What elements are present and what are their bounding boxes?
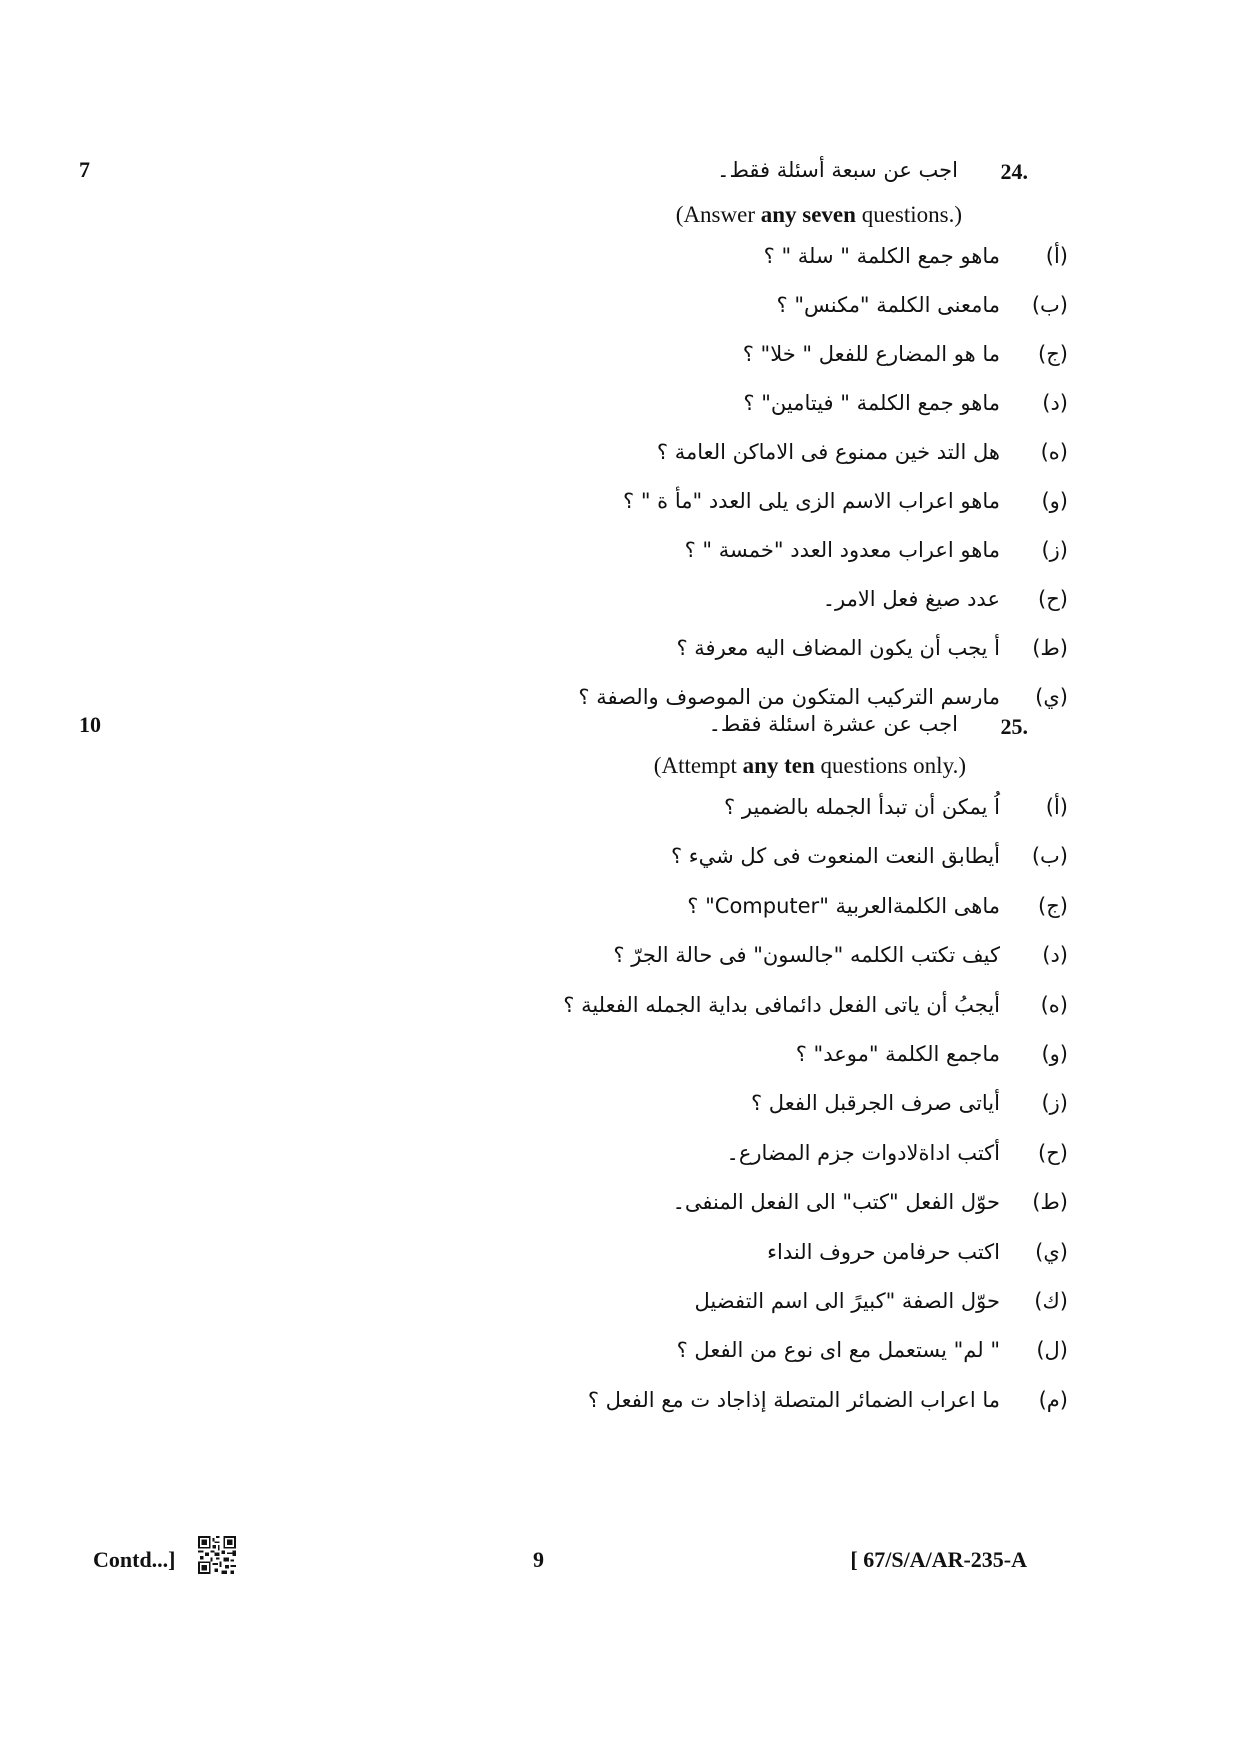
q24-item-text: أ يجب أن يكون المضاف اليه معرفة ؟ — [676, 636, 1000, 660]
q25-item-text: ما اعراب الضمائر المتصلة إذاجاد ت مع الفعل ؟ — [587, 1387, 1000, 1412]
q24-item-text: ماهو اعراب الاسم الزى يلى العدد "مأ ة " ؟ — [623, 489, 1000, 513]
q24-instruction-bold: any seven — [760, 202, 856, 227]
q25-item-text: حوّل الفعل "كتب" الى الفعل المنفى۔ — [672, 1190, 1000, 1215]
q25-instruction-bold: any ten — [742, 753, 815, 778]
q25-item-text: ماهى الكلمةالعربية "Computer" ؟ — [687, 893, 1000, 918]
q25-item-label: (ح) — [1038, 1140, 1068, 1165]
q25-instruction — [654, 753, 966, 779]
q25-item-text: حوّل الصفة "كبيرً الى اسم التفضيل — [694, 1289, 1000, 1313]
q24-item-text: مارسم التركيب المتكون من الموصوف والصفة ؟ — [578, 685, 1000, 709]
q24-item-label: (ه) — [1040, 440, 1068, 464]
q24-item-text: عدد صيغ فعل الامر۔ — [822, 587, 1000, 611]
q24-item-label: (و) — [1041, 489, 1068, 513]
q24-item-text: ما هو المضارع للفعل " خلا" ؟ — [742, 342, 1000, 366]
q25-item-text: كيف تكتب الكلمه "جالسون" فى حالة الجرّ ؟ — [613, 943, 1000, 968]
q24-item-label: (ز) — [1041, 538, 1068, 562]
q25-item-label: (م) — [1038, 1387, 1068, 1412]
q25-item-text: أيجبُ أن ياتى الفعل دائمافى بداية الجمله الفعلية ؟ — [563, 992, 1000, 1017]
q24-item-label: (ي) — [1035, 685, 1068, 709]
q24-item-text: ماهو اعراب معدود العدد "خمسة " ؟ — [684, 538, 1000, 562]
q24-item-label: (ج) — [1038, 342, 1068, 366]
q25-item-text: " لم" يستعمل مع اى نوع من الفعل ؟ — [676, 1338, 1000, 1363]
q25-instruction-pre: (Attempt — [653, 753, 743, 778]
q24-item-text: هل التد خين ممنوع فى الاماكن العامة ؟ — [656, 440, 1000, 464]
q25-item-label: (و) — [1041, 1042, 1068, 1066]
q25-item-text: أياتى صرف الجرقبل الفعل ؟ — [750, 1091, 1000, 1116]
q24-item-label: (ح) — [1038, 587, 1068, 611]
q25-item-label: (د) — [1042, 943, 1068, 968]
q25-marks: 10 — [79, 712, 101, 737]
q25-title: اجب عن عشرة اسئلة فقط۔ — [708, 712, 958, 736]
q24-instruction-pre: (Answer — [675, 202, 761, 227]
q25-item-text: أكتب اداةلادوات جزم المضارع۔ — [726, 1140, 1000, 1165]
q24-item-label: (أ) — [1045, 244, 1068, 268]
q25-instruction-post: questions only.) — [814, 753, 966, 778]
q25-item-text: أيطابق النعت المنعوت فى كل شيء ؟ — [670, 844, 1000, 869]
q24-title: اجب عن سبعة أسئلة فقط۔ — [717, 158, 958, 182]
q25-item-label: (ه) — [1040, 992, 1068, 1017]
q24-item-text: ماهو جمع الكلمة " فيتامين" ؟ — [743, 391, 1000, 415]
q25-item-label: (أ) — [1045, 795, 1068, 819]
q25-item-label: (ي) — [1035, 1239, 1068, 1264]
q25-item-text: اكتب حرفامن حروف النداء — [767, 1239, 1000, 1264]
paper-code: [ 67/S/A/AR-235-A — [850, 1547, 1027, 1572]
q24-marks: 7 — [79, 157, 90, 182]
q24-item-text: مامعنى الكلمة "مكنس" ؟ — [776, 293, 1000, 317]
q24-item-label: (ب) — [1031, 293, 1068, 317]
q25-item-text: ماجمع الكلمة "موعد" ؟ — [795, 1042, 1000, 1066]
contd-label: Contd...] — [93, 1547, 176, 1572]
qr-code-icon — [198, 1536, 236, 1578]
q25-item-label: (ط) — [1032, 1190, 1068, 1215]
q25-item-text: اُ يمكن أن تبدأ الجمله بالضمير ؟ — [724, 795, 1000, 819]
page-number: 9 — [533, 1547, 544, 1572]
q25-item-label: (ج) — [1038, 893, 1068, 918]
q25-item-label: (ل) — [1036, 1338, 1068, 1363]
q24-item-text: ماهو جمع الكلمة " سلة " ؟ — [763, 244, 1000, 268]
q24-item-label: (ط) — [1032, 636, 1068, 660]
q25-item-label: (ز) — [1041, 1091, 1068, 1116]
q24-instruction — [676, 202, 962, 228]
q24-number: 24. — [1000, 159, 1028, 184]
q25-item-label: (ك) — [1034, 1289, 1068, 1313]
q24-instruction-post: questions.) — [855, 202, 962, 227]
q24-item-label: (د) — [1042, 391, 1068, 415]
q25-item-label: (ب) — [1031, 844, 1068, 869]
q25-number: 25. — [1000, 714, 1028, 739]
